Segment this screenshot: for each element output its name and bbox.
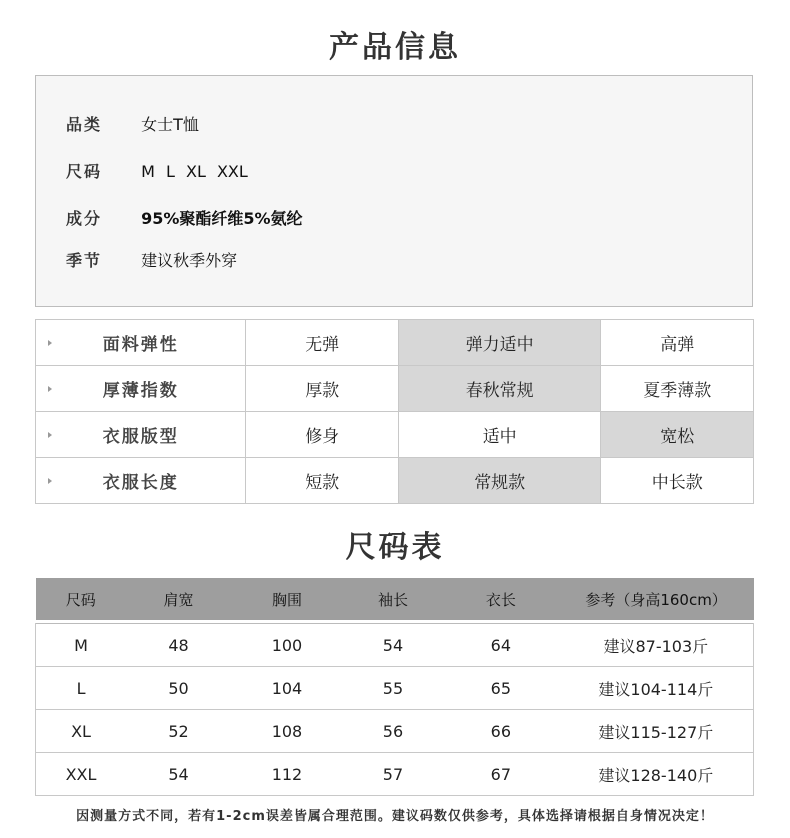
info-row-material [66, 204, 303, 234]
attribute-row [36, 366, 754, 412]
table-cell: 54 [343, 624, 443, 667]
info-value: 建议秋季外穿 [141, 251, 238, 270]
size-header-row [36, 578, 754, 620]
table-cell: 54 [126, 753, 231, 796]
attribute-option: 夏季薄款 [601, 366, 754, 412]
size-chart-table [35, 578, 754, 796]
info-value: 女士T恤 [141, 115, 199, 134]
attribute-option: 中长款 [601, 458, 754, 504]
column-header: 肩宽 [126, 578, 231, 620]
attribute-name: 厚薄指数 [36, 366, 246, 412]
column-header: 袖长 [343, 578, 443, 620]
info-label: 成分 [66, 209, 103, 228]
info-row-category [66, 110, 199, 140]
attribute-option: 厚款 [246, 366, 399, 412]
table-cell: 建议87-103斤 [559, 624, 754, 667]
column-header: 参考（身高160cm） [559, 578, 754, 620]
table-cell: 112 [231, 753, 343, 796]
table-cell: 104 [231, 667, 343, 710]
attribute-row [36, 320, 754, 366]
table-row [36, 753, 754, 796]
table-cell: 64 [443, 624, 559, 667]
table-cell: 57 [343, 753, 443, 796]
info-row-size [66, 157, 248, 187]
attribute-option: 适中 [398, 412, 600, 458]
attribute-option: 高弹 [601, 320, 754, 366]
table-cell: 100 [231, 624, 343, 667]
attribute-table [35, 319, 754, 504]
attribute-name: 面料弹性 [36, 320, 246, 366]
attribute-name: 衣服长度 [36, 458, 246, 504]
disclaimer-note: 因测量方式不同，若有1-2cm误差皆属合理范围。建议码数仅供参考，具体选择请根据自身情况决定！ [76, 809, 714, 824]
table-cell: 55 [343, 667, 443, 710]
table-cell: 建议104-114斤 [559, 667, 754, 710]
product-info-title: 产品信息 [329, 30, 461, 65]
table-cell: XL [36, 710, 127, 753]
attribute-option: 弹力适中 [398, 320, 600, 366]
product-info-box [35, 75, 753, 307]
table-cell: L [36, 667, 127, 710]
table-cell: 52 [126, 710, 231, 753]
table-row [36, 624, 754, 667]
info-label: 品类 [66, 115, 103, 134]
table-cell: 56 [343, 710, 443, 753]
table-row [36, 667, 754, 710]
column-header: 胸围 [231, 578, 343, 620]
info-row-season [66, 246, 237, 276]
triangle-bullet-icon [48, 340, 52, 346]
triangle-bullet-icon [48, 432, 52, 438]
triangle-bullet-icon [48, 386, 52, 392]
attribute-row [36, 412, 754, 458]
attribute-option: 修身 [246, 412, 399, 458]
attribute-option: 无弹 [246, 320, 399, 366]
size-chart-title: 尺码表 [345, 530, 445, 565]
table-cell: 108 [231, 710, 343, 753]
table-cell: 48 [126, 624, 231, 667]
attribute-option: 宽松 [601, 412, 754, 458]
table-cell: 建议115-127斤 [559, 710, 754, 753]
table-row [36, 710, 754, 753]
info-value: M L XL XXL [141, 162, 248, 181]
table-cell: 50 [126, 667, 231, 710]
table-cell: 66 [443, 710, 559, 753]
info-label: 尺码 [66, 162, 103, 181]
column-header: 衣长 [443, 578, 559, 620]
attribute-option: 常规款 [398, 458, 600, 504]
attribute-row [36, 458, 754, 504]
table-cell: 建议128-140斤 [559, 753, 754, 796]
attribute-name: 衣服版型 [36, 412, 246, 458]
attribute-option: 短款 [246, 458, 399, 504]
table-cell: 65 [443, 667, 559, 710]
table-cell: XXL [36, 753, 127, 796]
info-label: 季节 [66, 251, 103, 270]
attribute-option: 春秋常规 [398, 366, 600, 412]
table-cell: M [36, 624, 127, 667]
table-cell: 67 [443, 753, 559, 796]
info-value: 95%聚酯纤维5%氨纶 [141, 209, 303, 228]
column-header: 尺码 [36, 578, 127, 620]
triangle-bullet-icon [48, 478, 52, 484]
